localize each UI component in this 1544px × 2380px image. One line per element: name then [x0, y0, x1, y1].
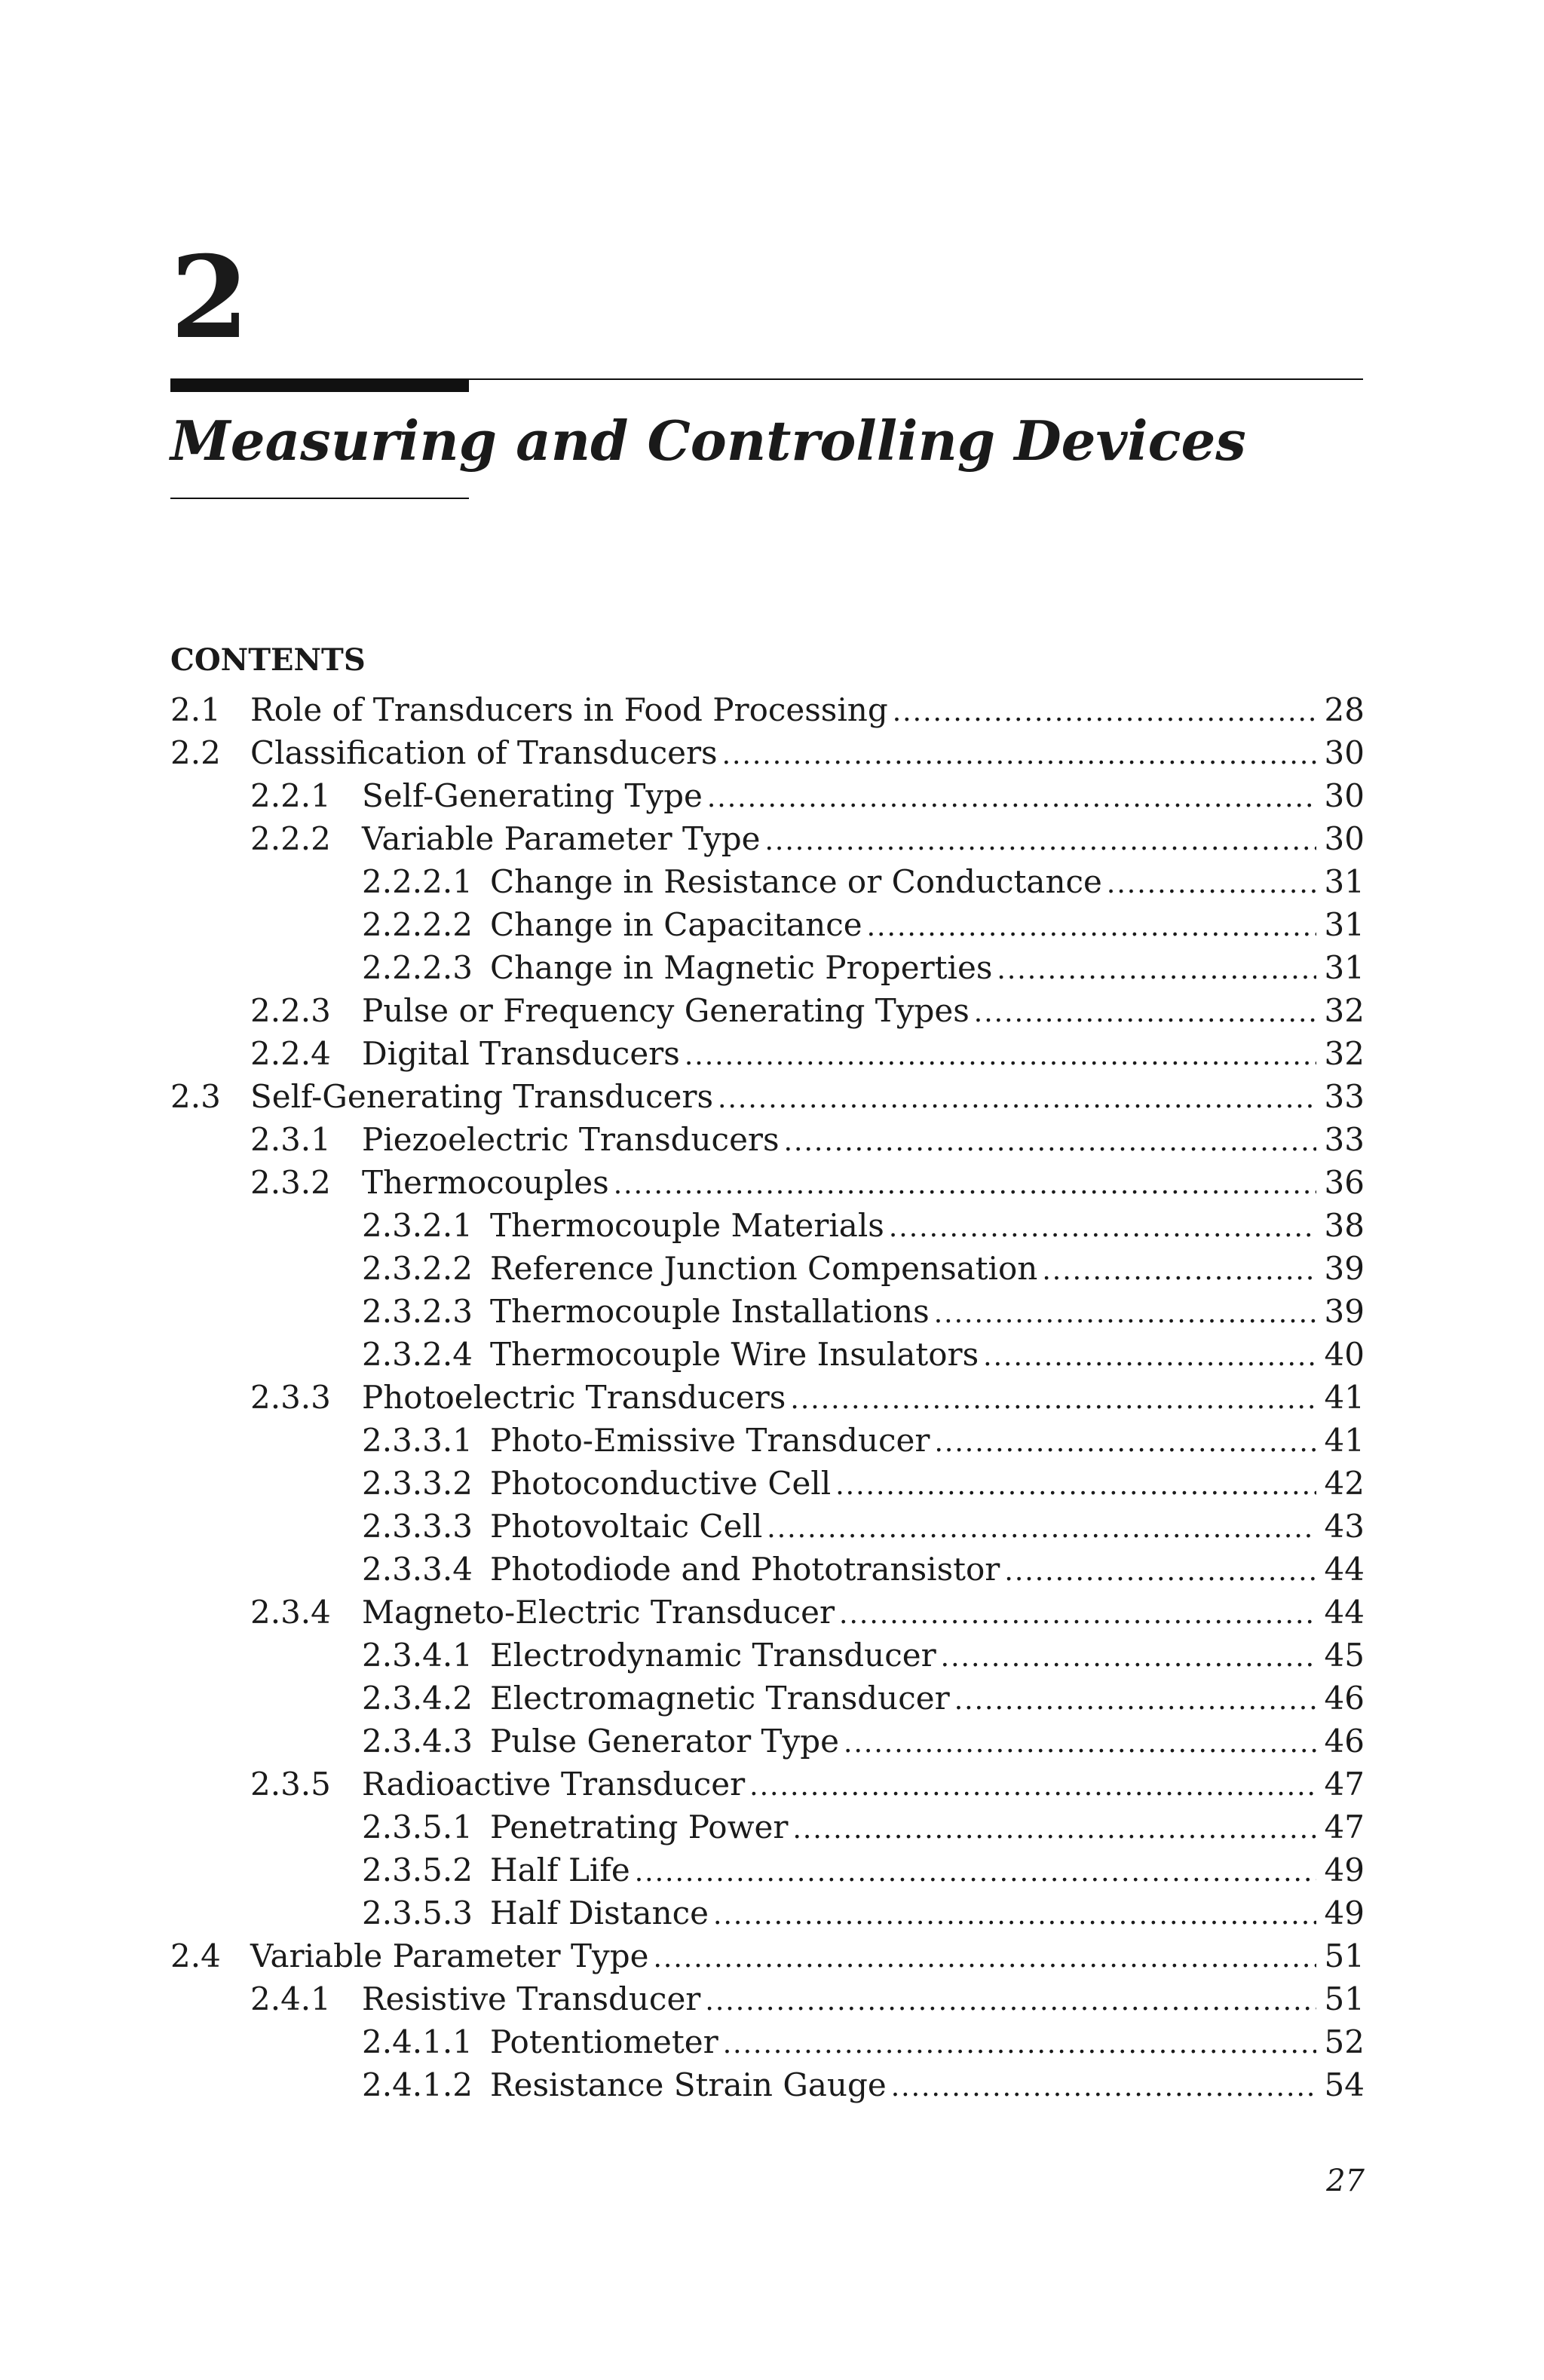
toc-entry-title: Change in Magnetic Properties	[490, 949, 993, 986]
toc-entry-title: Piezoelectric Transducers	[362, 1121, 780, 1158]
toc-entry-page: 28	[1324, 691, 1365, 728]
toc-entry-page: 49	[1324, 1852, 1365, 1888]
chapter-title: Measuring and Controlling Devices	[170, 409, 1246, 473]
toc-dot-leader	[767, 1507, 1316, 1548]
toc-entry[interactable]	[170, 1376, 1365, 1419]
toc-entry[interactable]	[170, 1806, 1365, 1849]
toc-entry-title: Change in Resistance or Conductance	[490, 863, 1102, 900]
toc-dot-leader	[1107, 862, 1316, 903]
toc-entry-number: 2.3	[170, 1078, 221, 1115]
toc-entry-number: 2.1	[170, 691, 221, 728]
toc-dot-leader	[718, 1077, 1316, 1118]
toc-entry-title: Photodiode and Phototransistor	[490, 1551, 1000, 1588]
toc-entry-title: Reference Junction Compensation	[490, 1250, 1038, 1287]
toc-entry-title: Magneto-Electric Transducer	[362, 1594, 835, 1631]
toc-entry-page: 54	[1324, 2066, 1365, 2103]
toc-entry-title: Pulse or Frequency Generating Types	[362, 992, 970, 1029]
toc-entry-number: 2.3.1	[250, 1121, 331, 1158]
toc-dot-leader	[983, 1335, 1316, 1376]
toc-dot-leader	[867, 905, 1316, 946]
toc-entry-number: 2.3.3	[250, 1379, 331, 1416]
toc-entry[interactable]	[170, 1161, 1365, 1204]
toc-entry-number: 2.2	[170, 734, 221, 771]
toc-dot-leader	[889, 1206, 1316, 1247]
toc-entry[interactable]	[170, 1032, 1365, 1075]
toc-entry-page: 30	[1324, 820, 1365, 857]
toc-dot-leader	[792, 1808, 1316, 1849]
toc-entry[interactable]	[170, 860, 1365, 903]
toc-entry-number: 2.4.1	[250, 1980, 331, 2017]
toc-dot-leader	[635, 1851, 1316, 1891]
toc-dot-leader	[835, 1464, 1316, 1505]
toc-entry-page: 46	[1324, 1723, 1365, 1760]
chapter-title-underline	[170, 498, 469, 499]
toc-entry-number: 2.3.2.2	[362, 1250, 473, 1287]
chapter-rule-thin	[469, 378, 1363, 380]
toc-entry-title: Photovoltaic Cell	[490, 1508, 763, 1545]
toc-dot-leader	[844, 1722, 1316, 1763]
toc-entry[interactable]	[170, 1891, 1365, 1934]
toc-entry-page: 36	[1324, 1164, 1365, 1201]
toc-entry-number: 2.3.2.1	[362, 1207, 473, 1244]
toc-entry-number: 2.2.3	[250, 992, 331, 1029]
toc-entry-title: Role of Transducers in Food Processing	[250, 691, 888, 728]
toc-entry[interactable]	[170, 1934, 1365, 1977]
toc-dot-leader	[723, 2023, 1316, 2063]
toc-entry-title: Electrodynamic Transducer	[490, 1637, 936, 1674]
toc-dot-leader	[954, 1679, 1316, 1720]
toc-entry[interactable]	[170, 688, 1365, 731]
toc-entry[interactable]	[170, 1849, 1365, 1891]
toc-entry-number: 2.2.2.3	[362, 949, 473, 986]
toc-entry-number: 2.2.2.2	[362, 906, 473, 943]
toc-entry-page: 47	[1324, 1766, 1365, 1803]
toc-entry-number: 2.3.2	[250, 1164, 331, 1201]
toc-dot-leader	[974, 991, 1316, 1032]
toc-entry-number: 2.3.5.3	[362, 1895, 473, 1931]
toc-entry-page: 31	[1324, 863, 1365, 900]
toc-entry-number: 2.3.5.1	[362, 1809, 473, 1845]
toc-entry-page: 43	[1324, 1508, 1365, 1545]
toc-dot-leader	[1042, 1249, 1316, 1290]
toc-entry-title: Thermocouple Wire Insulators	[490, 1336, 979, 1373]
toc-entry-title: Classification of Transducers	[250, 734, 718, 771]
toc-entry-number: 2.3.2.3	[362, 1293, 473, 1330]
toc-entry[interactable]	[170, 1204, 1365, 1247]
toc-dot-leader	[941, 1636, 1316, 1677]
toc-entry-title: Pulse Generator Type	[490, 1723, 840, 1760]
toc-entry-title: Half Distance	[490, 1895, 709, 1931]
toc-entry-title: Self-Generating Type	[362, 777, 703, 814]
toc-entry-title: Digital Transducers	[362, 1035, 680, 1072]
toc-entry-page: 31	[1324, 906, 1365, 943]
toc-entry[interactable]	[170, 1720, 1365, 1763]
toc-entry[interactable]	[170, 989, 1365, 1032]
toc-dot-leader	[784, 1120, 1316, 1161]
toc-entry-number: 2.3.5	[250, 1766, 331, 1803]
toc-dot-leader	[749, 1765, 1316, 1806]
toc-dot-leader	[997, 948, 1316, 989]
toc-entry-title: Variable Parameter Type	[250, 1937, 649, 1974]
toc-entry-page: 32	[1324, 1035, 1365, 1072]
toc-entry-number: 2.3.5.2	[362, 1852, 473, 1888]
toc-entry-number: 2.4.1.1	[362, 2023, 473, 2060]
toc-entry[interactable]	[170, 1548, 1365, 1591]
toc-dot-leader	[653, 1937, 1316, 1977]
toc-entry[interactable]	[170, 1333, 1365, 1376]
toc-dot-leader	[685, 1034, 1316, 1075]
toc-entry-title: Photo-Emissive Transducer	[490, 1422, 930, 1459]
toc-entry-page: 51	[1324, 1937, 1365, 1974]
toc-entry-title: Thermocouple Materials	[490, 1207, 884, 1244]
toc-entry-page: 30	[1324, 777, 1365, 814]
table-of-contents	[170, 688, 1365, 2106]
toc-entry-title: Penetrating Power	[490, 1809, 789, 1845]
toc-entry-page: 49	[1324, 1895, 1365, 1931]
toc-dot-leader	[707, 776, 1316, 817]
toc-entry-title: Thermocouple Installations	[490, 1293, 930, 1330]
toc-entry-number: 2.3.4.2	[362, 1680, 473, 1717]
toc-entry-title: Self-Generating Transducers	[250, 1078, 714, 1115]
toc-entry[interactable]	[170, 1290, 1365, 1333]
toc-entry[interactable]	[170, 1075, 1365, 1118]
toc-dot-leader	[614, 1163, 1316, 1204]
toc-entry[interactable]	[170, 774, 1365, 817]
toc-entry-number: 2.3.4.3	[362, 1723, 473, 1760]
toc-entry-number: 2.2.1	[250, 777, 331, 814]
toc-dot-leader	[713, 1894, 1316, 1934]
toc-entry-number: 2.3.3.3	[362, 1508, 473, 1545]
toc-entry-page: 44	[1324, 1551, 1365, 1588]
toc-entry-page: 39	[1324, 1293, 1365, 1330]
toc-entry-page: 31	[1324, 949, 1365, 986]
toc-entry-title: Resistance Strain Gauge	[490, 2066, 887, 2103]
toc-dot-leader	[764, 819, 1316, 860]
toc-entry-number: 2.3.3.4	[362, 1551, 473, 1588]
toc-dot-leader	[839, 1593, 1316, 1634]
toc-entry-title: Electromagnetic Transducer	[490, 1680, 950, 1717]
toc-entry-number: 2.2.2.1	[362, 863, 473, 900]
toc-entry-title: Photoelectric Transducers	[362, 1379, 786, 1416]
chapter-number: 2	[170, 231, 250, 364]
toc-entry-number: 2.4.1.2	[362, 2066, 473, 2103]
page-number: 27	[1326, 2164, 1365, 2198]
toc-dot-leader	[891, 2066, 1316, 2106]
toc-entry-page: 41	[1324, 1422, 1365, 1459]
toc-entry[interactable]	[170, 1505, 1365, 1548]
toc-entry-page: 51	[1324, 1980, 1365, 2017]
toc-entry[interactable]	[170, 1591, 1365, 1634]
toc-entry[interactable]	[170, 903, 1365, 946]
toc-entry-number: 2.3.2.4	[362, 1336, 473, 1373]
toc-entry[interactable]	[170, 2063, 1365, 2106]
toc-entry-page: 46	[1324, 1680, 1365, 1717]
toc-entry[interactable]	[170, 1118, 1365, 1161]
toc-entry-title: Thermocouples	[362, 1164, 609, 1201]
toc-entry[interactable]	[170, 1763, 1365, 1806]
toc-entry-title: Half Life	[490, 1852, 630, 1888]
toc-entry[interactable]	[170, 817, 1365, 860]
toc-entry[interactable]	[170, 2020, 1365, 2063]
toc-entry-page: 33	[1324, 1078, 1365, 1115]
toc-entry-title: Photoconductive Cell	[490, 1465, 832, 1502]
toc-entry-page: 33	[1324, 1121, 1365, 1158]
toc-dot-leader	[705, 1980, 1316, 2020]
toc-entry[interactable]	[170, 1419, 1365, 1462]
toc-entry-title: Potentiometer	[490, 2023, 718, 2060]
toc-entry-page: 45	[1324, 1637, 1365, 1674]
toc-entry[interactable]	[170, 1977, 1365, 2020]
toc-entry-number: 2.3.3.2	[362, 1465, 473, 1502]
toc-entry-page: 44	[1324, 1594, 1365, 1631]
toc-entry-number: 2.2.4	[250, 1035, 331, 1072]
toc-entry[interactable]	[170, 1462, 1365, 1505]
toc-entry-page: 41	[1324, 1379, 1365, 1416]
toc-entry-number: 2.3.3.1	[362, 1422, 473, 1459]
toc-entry[interactable]	[170, 731, 1365, 774]
toc-dot-leader	[934, 1292, 1316, 1333]
toc-entry-number: 2.4	[170, 1937, 221, 1974]
toc-entry-title: Resistive Transducer	[362, 1980, 701, 2017]
toc-entry-page: 32	[1324, 992, 1365, 1029]
toc-entry-page: 39	[1324, 1250, 1365, 1287]
toc-entry-page: 47	[1324, 1809, 1365, 1845]
toc-dot-leader	[934, 1421, 1316, 1462]
toc-entry[interactable]	[170, 1677, 1365, 1720]
toc-entry-page: 30	[1324, 734, 1365, 771]
toc-entry-title: Radioactive Transducer	[362, 1766, 746, 1803]
toc-dot-leader	[1004, 1550, 1316, 1591]
toc-entry-number: 2.3.4	[250, 1594, 331, 1631]
toc-entry[interactable]	[170, 1247, 1365, 1290]
toc-entry-title: Change in Capacitance	[490, 906, 862, 943]
toc-entry-page: 38	[1324, 1207, 1365, 1244]
toc-entry-page: 42	[1324, 1465, 1365, 1502]
contents-heading: CONTENTS	[170, 642, 366, 678]
toc-entry-title: Variable Parameter Type	[362, 820, 761, 857]
toc-entry[interactable]	[170, 1634, 1365, 1677]
toc-entry-number: 2.2.2	[250, 820, 331, 857]
toc-dot-leader	[722, 734, 1316, 774]
toc-entry-page: 40	[1324, 1336, 1365, 1373]
toc-dot-leader	[893, 691, 1316, 731]
toc-entry-number: 2.3.4.1	[362, 1637, 473, 1674]
toc-entry[interactable]	[170, 946, 1365, 989]
chapter-rule-thick	[170, 378, 469, 392]
toc-dot-leader	[790, 1378, 1316, 1419]
toc-entry-page: 52	[1324, 2023, 1365, 2060]
